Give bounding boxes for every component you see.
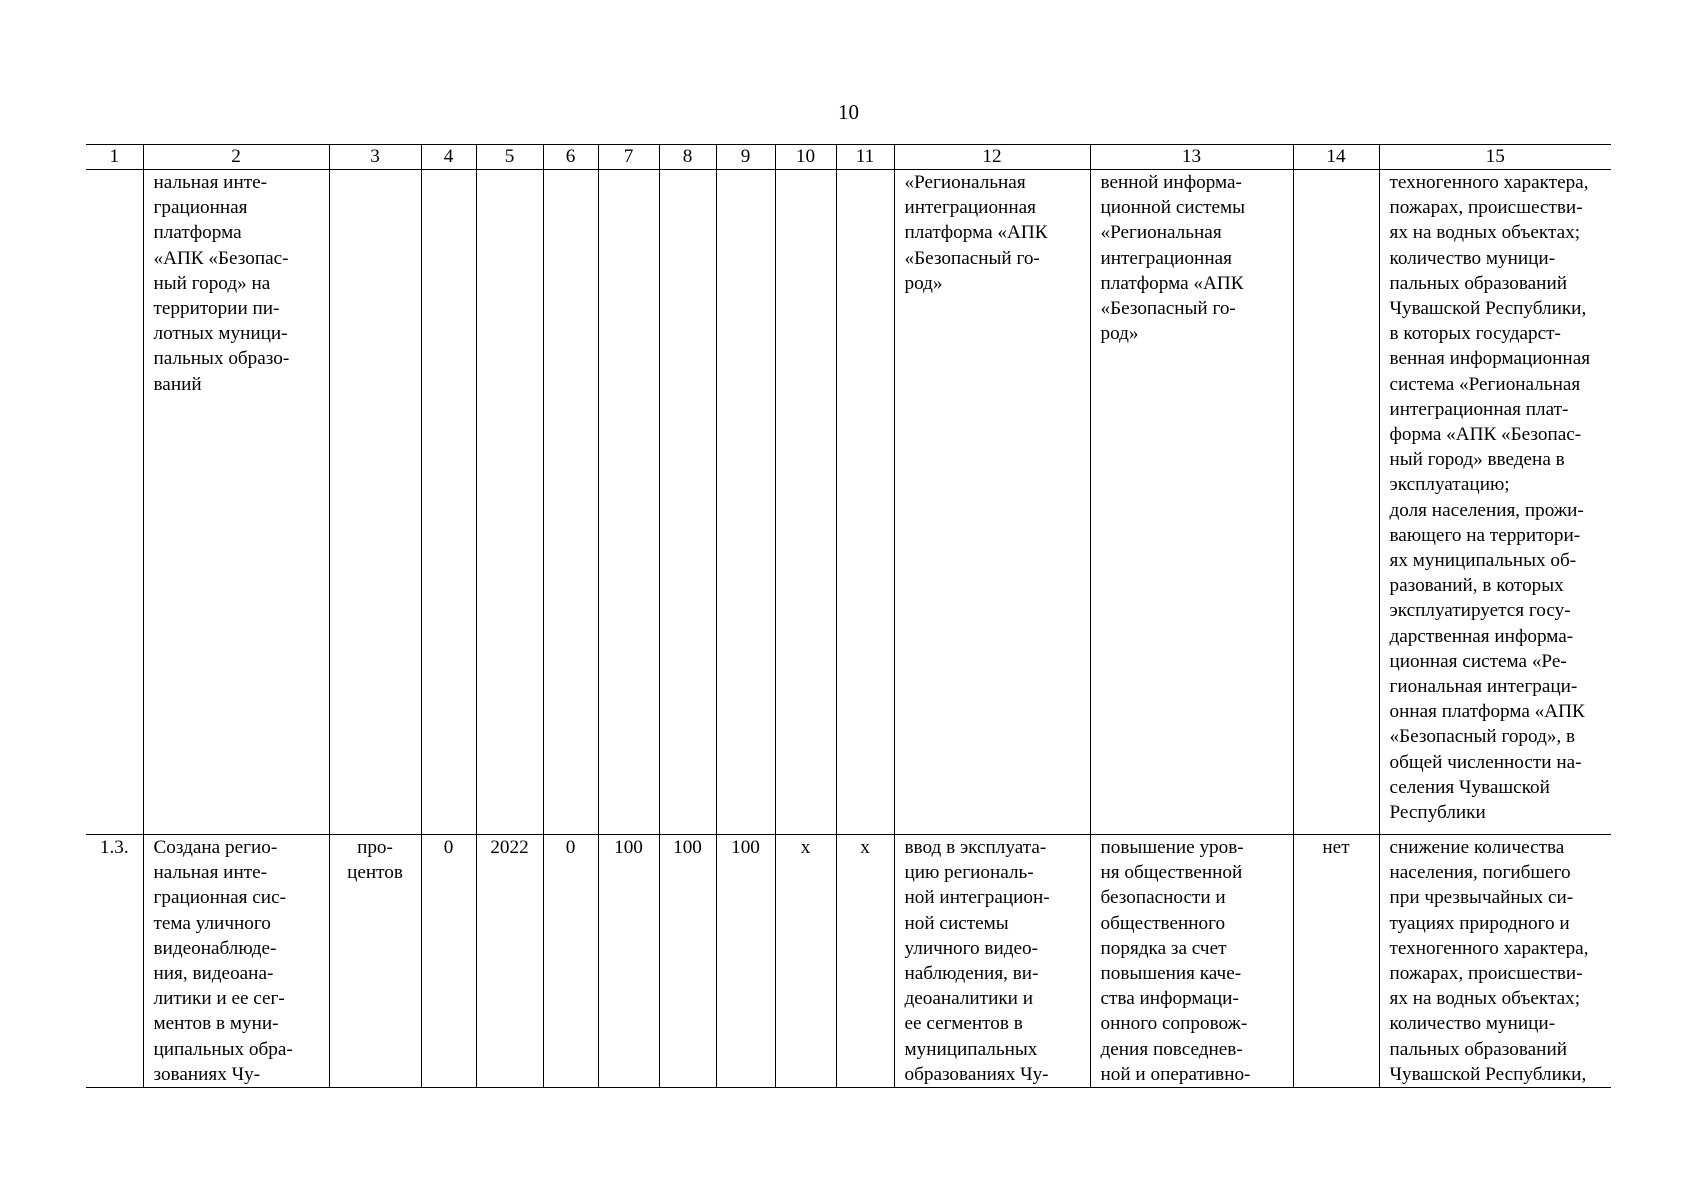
cell-empty — [476, 170, 543, 835]
cell-value: 100 — [716, 835, 775, 1088]
column-header: 5 — [476, 145, 543, 170]
cell-value: 100 — [598, 835, 659, 1088]
cell-event-description: ввод в эксплуата- цию региональ- ной интеграцион- ной системы уличного видео- наблюдения, ви- деоаналитики и ее сегментов в муниципальных образованиях Чу- — [894, 835, 1090, 1088]
column-number-header-row — [86, 145, 1611, 170]
column-header: 14 — [1293, 145, 1379, 170]
cell-value: 0 — [543, 835, 598, 1088]
cell-effect-description: венной информа- ционной системы «Региональная интеграционная платформа «АПК «Безопасный го- род» — [1090, 170, 1293, 835]
cell-empty — [598, 170, 659, 835]
cell-base-year: 2022 — [476, 835, 543, 1088]
column-header: 13 — [1090, 145, 1293, 170]
column-header: 12 — [894, 145, 1090, 170]
cell-effect-description: повышение уров- ня общественной безопасности и общественного порядка за счет повышения каче- ства информаци- онного сопровож- дения повседнев- ной и оперативно- — [1090, 835, 1293, 1088]
cell-flag: нет — [1293, 835, 1379, 1088]
column-header: 7 — [598, 145, 659, 170]
cell-linked-indicators: снижение количества населения, погибшего при чрезвычайных си- туациях природного и техногенного характера, пожарах, происшестви- ях на водных объектах; количество муници- пальных образований Чувашской Республики, — [1379, 835, 1611, 1088]
cell-empty — [543, 170, 598, 835]
cell-empty — [659, 170, 716, 835]
column-header: 2 — [143, 145, 329, 170]
column-header: 10 — [775, 145, 836, 170]
column-header: 3 — [329, 145, 421, 170]
cell-number — [86, 170, 143, 835]
column-header: 4 — [421, 145, 476, 170]
cell-empty — [716, 170, 775, 835]
cell-empty — [836, 170, 894, 835]
cell-unit: про- центов — [329, 835, 421, 1088]
cell-result-description: Создана регио- нальная инте- грационная сис- тема уличного видеонаблюде- ния, видеоана- литики и ее сег- ментов в муни- ципальных обра- зованиях Чу- — [143, 835, 329, 1088]
column-header: 1 — [86, 145, 143, 170]
column-header: 8 — [659, 145, 716, 170]
column-header: 15 — [1379, 145, 1611, 170]
cell-value: 100 — [659, 835, 716, 1088]
program-indicators-table — [86, 144, 1611, 1088]
column-header: 6 — [543, 145, 598, 170]
cell-empty — [775, 170, 836, 835]
cell-empty — [421, 170, 476, 835]
table-row-1-3 — [86, 835, 1611, 1088]
cell-value: х — [775, 835, 836, 1088]
cell-result-description: нальная инте- грационная платформа «АПК «Безопас- ный город» на территории пи- лотных муници- пальных образо- ваний — [143, 170, 329, 835]
column-header: 9 — [716, 145, 775, 170]
cell-base-value: 0 — [421, 835, 476, 1088]
cell-event-description: «Региональная интеграционная платформа «АПК «Безопасный го- род» — [894, 170, 1090, 835]
cell-value: х — [836, 835, 894, 1088]
cell-linked-indicators: техногенного характера, пожарах, происшестви- ях на водных объектах; количество муници- пальных образований Чувашской Республики, в которых государст- венная информационная система «Региональная интеграционная плат- форма «АПК «Безопас- ный город» введена в эксплуатацию; доля населения, прожи- вающего на территори- ях муниципальных об- разований, в которых эксплуатируется госу- дарственная информа- ционная система «Ре- гиональная интеграци- онная платформа «АПК «Безопасный город», в общей численности на- селения Чувашской Республики — [1379, 170, 1611, 835]
cell-number: 1.3. — [86, 835, 143, 1088]
cell-flag — [1293, 170, 1379, 835]
cell-empty — [329, 170, 421, 835]
column-header: 11 — [836, 145, 894, 170]
table-row-continued — [86, 170, 1611, 835]
page-number: 10 — [838, 100, 859, 124]
